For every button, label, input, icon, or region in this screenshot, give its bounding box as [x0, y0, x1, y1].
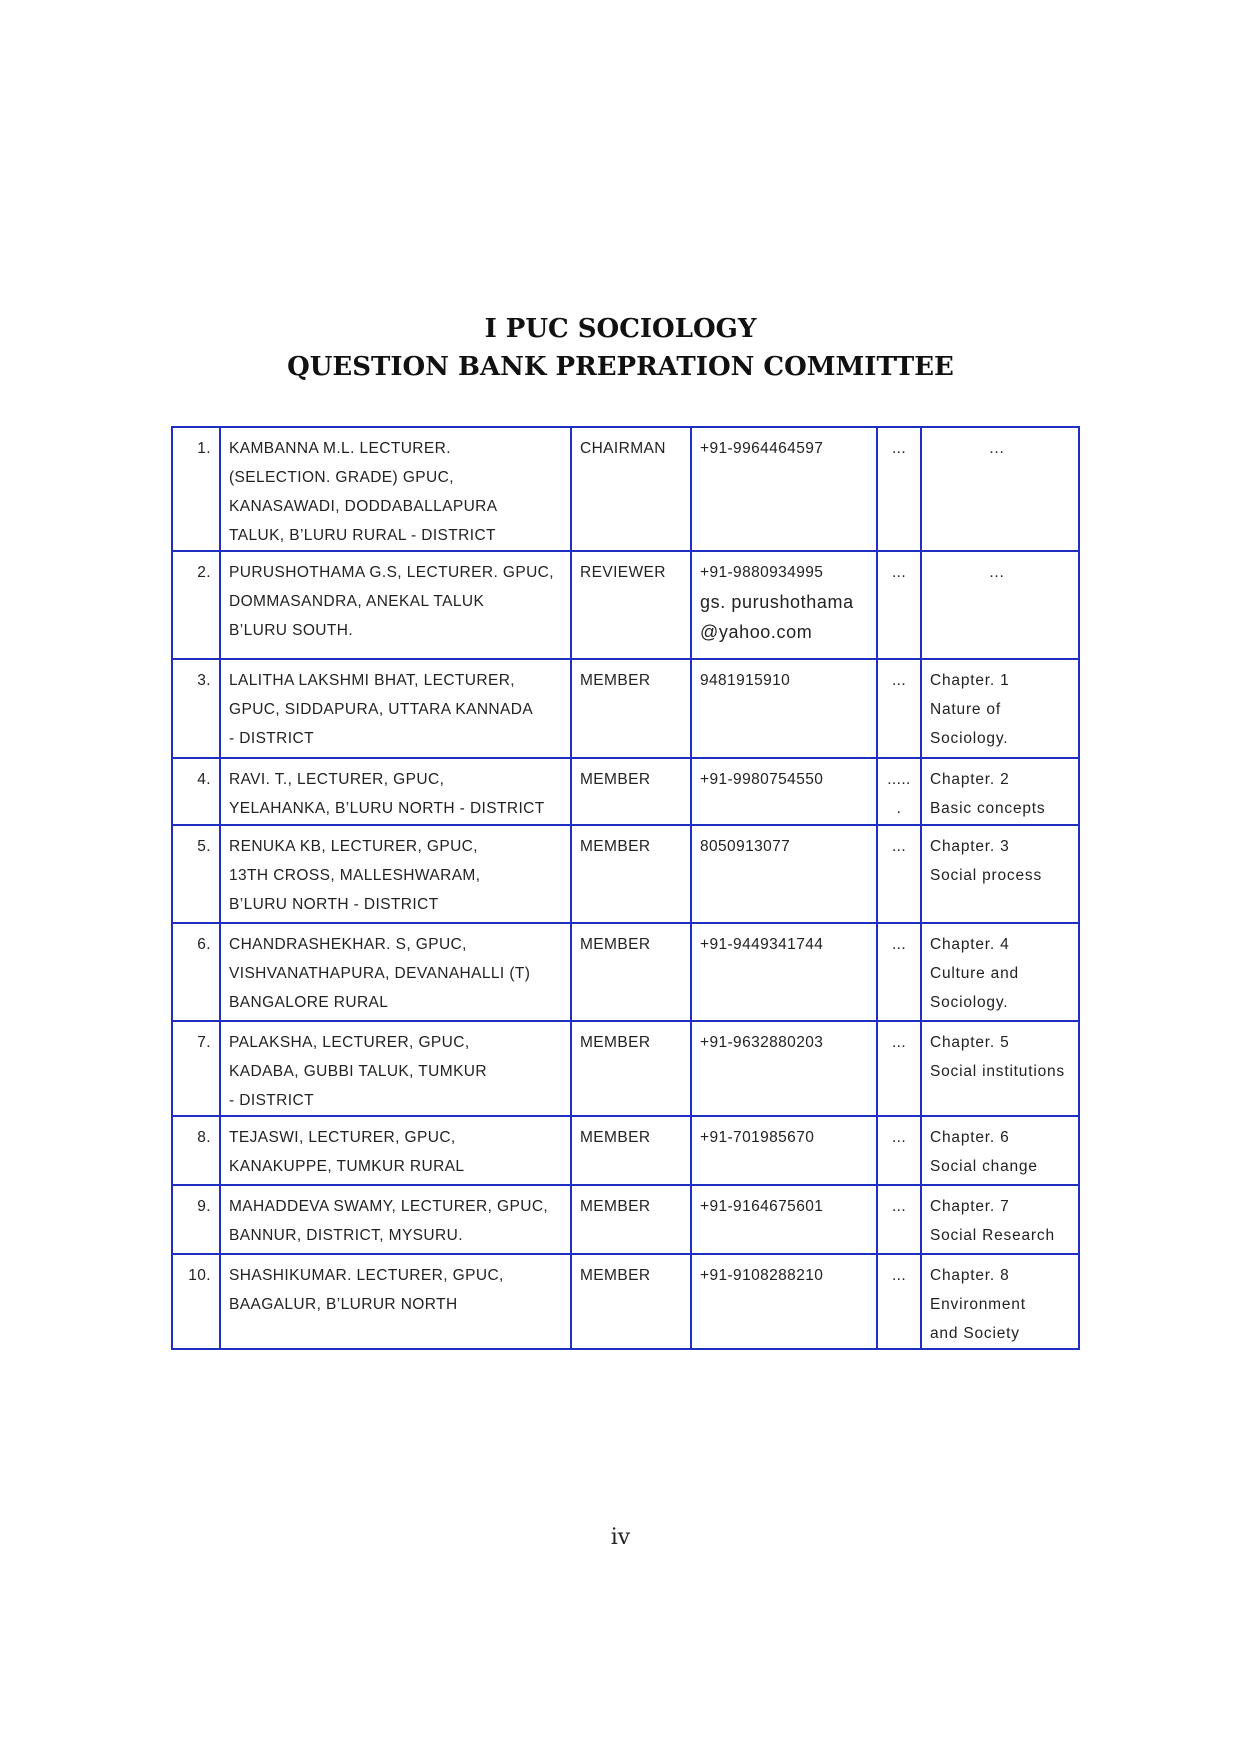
member-contact: [691, 758, 877, 825]
chapter-line: Social institutions: [930, 1063, 1065, 1080]
row-number: 2.: [172, 551, 220, 659]
chapter-assignment: [921, 1185, 1079, 1254]
member-details-line: RAVI. T., LECTURER, GPUC,: [229, 771, 445, 788]
chapter-line: ...: [989, 440, 1005, 457]
chapter-line: Chapter. 5: [930, 1034, 1010, 1051]
row-number: 4.: [172, 758, 220, 825]
member-contact: [691, 551, 877, 659]
member-details-line: (SELECTION. GRADE) GPUC,: [229, 469, 454, 486]
phone-number: +91-9108288210: [700, 1267, 824, 1284]
member-contact: [691, 923, 877, 1021]
phone-number: +91-9980754550: [700, 771, 824, 788]
chapter-assignment: [921, 758, 1079, 825]
chapter-assignment: [921, 1021, 1079, 1116]
member-role: MEMBER: [571, 1185, 691, 1254]
chapter-line: Sociology.: [930, 994, 1009, 1011]
member-details: [220, 758, 571, 825]
chapter-assignment: [921, 659, 1079, 758]
member-role: MEMBER: [571, 1254, 691, 1349]
chapter-line: Chapter. 2: [930, 771, 1010, 788]
chapter-assignment: [921, 923, 1079, 1021]
table-row: [172, 1116, 1079, 1185]
chapter-line: Social Research: [930, 1227, 1055, 1244]
placeholder-cell: [877, 1021, 921, 1116]
placeholder-cell: [877, 1116, 921, 1185]
table-row: [172, 825, 1079, 923]
row-number: 9.: [172, 1185, 220, 1254]
member-details: [220, 659, 571, 758]
member-details-line: KANAKUPPE, TUMKUR RURAL: [229, 1158, 465, 1175]
member-role: MEMBER: [571, 758, 691, 825]
member-details-line: PURUSHOTHAMA G.S, LECTURER. GPUC,: [229, 564, 554, 581]
member-details: [220, 825, 571, 923]
document-title: [0, 310, 1241, 386]
member-role: CHAIRMAN: [571, 427, 691, 551]
placeholder-cell: [877, 551, 921, 659]
placeholder-dots: ...: [891, 838, 907, 855]
chapter-assignment: [921, 1116, 1079, 1185]
phone-number: 9481915910: [700, 672, 791, 689]
phone-number: +91-9449341744: [700, 936, 824, 953]
chapter-assignment: [921, 825, 1079, 923]
row-number: 1.: [172, 427, 220, 551]
table-row: [172, 1254, 1079, 1349]
placeholder-dots: ...: [891, 1267, 907, 1284]
member-details-line: MAHADDEVA SWAMY, LECTURER, GPUC,: [229, 1198, 549, 1215]
member-role: MEMBER: [571, 1116, 691, 1185]
table-row: [172, 1021, 1079, 1116]
member-details-line: KANASAWADI, DODDABALLAPURA: [229, 498, 498, 515]
member-details-line: BANNUR, DISTRICT, MYSURU.: [229, 1227, 463, 1244]
placeholder-cell: [877, 659, 921, 758]
chapter-line: Chapter. 1: [930, 672, 1010, 689]
placeholder-cell: [877, 427, 921, 551]
member-details: [220, 427, 571, 551]
placeholder-cell: [877, 825, 921, 923]
placeholder-cell: [877, 923, 921, 1021]
member-details-line: - DISTRICT: [229, 730, 314, 747]
chapter-line: Social change: [930, 1158, 1038, 1175]
member-details-line: TALUK, B’LURU RURAL - DISTRICT: [229, 527, 496, 544]
member-details-line: BAAGALUR, B’LURUR NORTH: [229, 1296, 458, 1313]
placeholder-dots: ...: [891, 1198, 907, 1215]
member-details: [220, 551, 571, 659]
member-role: MEMBER: [571, 659, 691, 758]
member-contact: [691, 1254, 877, 1349]
member-details: [220, 1185, 571, 1254]
committee-table-body: [172, 427, 1079, 1349]
chapter-assignment: [921, 427, 1079, 551]
title-line-2: QUESTION BANK PREPRATION COMMITTEE: [287, 352, 954, 382]
placeholder-dots: ...: [891, 1034, 907, 1051]
table-row: [172, 427, 1079, 551]
member-contact: [691, 659, 877, 758]
chapter-assignment: [921, 551, 1079, 659]
phone-number: 8050913077: [700, 838, 791, 855]
member-details-line: KAMBANNA M.L. LECTURER.: [229, 440, 451, 457]
chapter-line: Environment: [930, 1296, 1026, 1313]
member-details-line: SHASHIKUMAR. LECTURER, GPUC,: [229, 1267, 504, 1284]
member-role: MEMBER: [571, 825, 691, 923]
row-number: 5.: [172, 825, 220, 923]
member-contact: [691, 1185, 877, 1254]
member-contact: [691, 427, 877, 551]
member-role: MEMBER: [571, 923, 691, 1021]
placeholder-cell: [877, 1254, 921, 1349]
member-details-line: PALAKSHA, LECTURER, GPUC,: [229, 1034, 470, 1051]
chapter-line: Sociology.: [930, 730, 1009, 747]
member-role: REVIEWER: [571, 551, 691, 659]
member-contact: [691, 1116, 877, 1185]
member-details-line: B’LURU SOUTH.: [229, 622, 354, 639]
phone-number: +91-9164675601: [700, 1198, 824, 1215]
chapter-line: Chapter. 4: [930, 936, 1010, 953]
table-row: [172, 923, 1079, 1021]
row-number: 7.: [172, 1021, 220, 1116]
placeholder-dots: ...: [891, 672, 907, 689]
member-details-line: 13TH CROSS, MALLESHWARAM,: [229, 867, 481, 884]
member-details: [220, 923, 571, 1021]
member-role: MEMBER: [571, 1021, 691, 1116]
chapter-line: Chapter. 6: [930, 1129, 1010, 1146]
member-details-line: - DISTRICT: [229, 1092, 314, 1109]
member-details-line: BANGALORE RURAL: [229, 994, 389, 1011]
email-address-line: @yahoo.com: [700, 622, 813, 642]
member-details: [220, 1021, 571, 1116]
page-number: iv: [610, 1525, 631, 1550]
member-details-line: KADABA, GUBBI TALUK, TUMKUR: [229, 1063, 487, 1080]
member-details-line: CHANDRASHEKHAR. S, GPUC,: [229, 936, 467, 953]
table-row: [172, 551, 1079, 659]
chapter-line: and Society: [930, 1325, 1020, 1342]
member-details-line: DOMMASANDRA, ANEKAL TALUK: [229, 593, 485, 610]
member-details-line: VISHVANATHAPURA, DEVANAHALLI (T): [229, 965, 531, 982]
placeholder-dots: ...: [896, 771, 911, 817]
placeholder-cell: [877, 758, 921, 825]
member-contact: [691, 825, 877, 923]
chapter-line: Social process: [930, 867, 1042, 884]
chapter-line: Basic concepts: [930, 800, 1046, 817]
chapter-line: Nature of: [930, 701, 1001, 718]
placeholder-dots: ...: [887, 771, 902, 788]
row-number: 8.: [172, 1116, 220, 1185]
chapter-line: Chapter. 8: [930, 1267, 1010, 1284]
placeholder-dots: ...: [891, 440, 907, 457]
row-number: 3.: [172, 659, 220, 758]
table-row: [172, 659, 1079, 758]
table-row: [172, 1185, 1079, 1254]
row-number: 10.: [172, 1254, 220, 1349]
chapter-line: ...: [989, 564, 1005, 581]
member-contact: [691, 1021, 877, 1116]
placeholder-cell: [877, 1185, 921, 1254]
phone-number: +91-9964464597: [700, 440, 824, 457]
member-details-line: YELAHANKA, B’LURU NORTH - DISTRICT: [229, 800, 545, 817]
member-details-line: B’LURU NORTH - DISTRICT: [229, 896, 439, 913]
committee-table: [171, 426, 1080, 1350]
placeholder-dots: ...: [891, 1129, 907, 1146]
phone-number: +91-9880934995: [700, 564, 824, 581]
row-number: 6.: [172, 923, 220, 1021]
member-details: [220, 1254, 571, 1349]
phone-number: +91-701985670: [700, 1129, 815, 1146]
member-details-line: RENUKA KB, LECTURER, GPUC,: [229, 838, 478, 855]
member-details-line: LALITHA LAKSHMI BHAT, LECTURER,: [229, 672, 516, 689]
chapter-line: Culture and: [930, 965, 1019, 982]
email-address-line: gs. purushothama: [700, 592, 854, 612]
placeholder-dots: ...: [891, 564, 907, 581]
table-row: [172, 758, 1079, 825]
placeholder-dots: ...: [891, 936, 907, 953]
member-details-line: GPUC, SIDDAPURA, UTTARA KANNADA: [229, 701, 534, 718]
title-line-1: I PUC SOCIOLOGY: [484, 314, 757, 344]
chapter-line: Chapter. 7: [930, 1198, 1010, 1215]
phone-number: +91-9632880203: [700, 1034, 824, 1051]
chapter-line: Chapter. 3: [930, 838, 1010, 855]
member-details: [220, 1116, 571, 1185]
member-details-line: TEJASWI, LECTURER, GPUC,: [229, 1129, 456, 1146]
chapter-assignment: [921, 1254, 1079, 1349]
